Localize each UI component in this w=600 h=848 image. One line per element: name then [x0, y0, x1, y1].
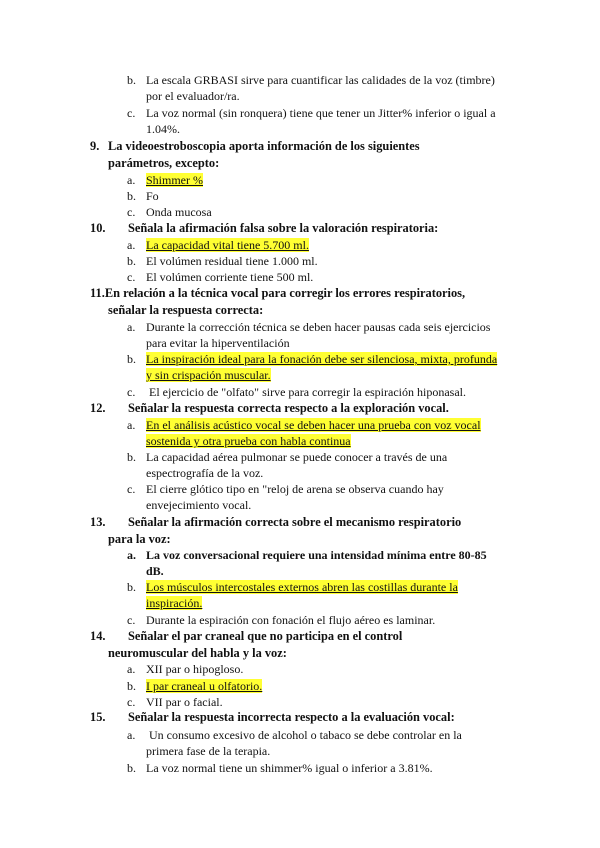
option-letter: a. — [127, 662, 136, 676]
option-letter: a. — [127, 173, 136, 187]
option-letter: c. — [127, 385, 136, 399]
question-number: 14. — [90, 629, 106, 643]
option-letter: c. — [127, 695, 136, 709]
option-letter: a. — [127, 548, 136, 562]
option-text-line: Durante la espiración con fonación el flujo aéreo es laminar. — [146, 613, 436, 627]
option-text-line: Durante la corrección técnica se deben hacer pausas cada seis ejercicios — [146, 320, 491, 334]
question-title-line: La videoestroboscopia aporta información de los siguientes — [108, 139, 420, 153]
option-text-line: El volúmen corriente tiene 500 ml. — [146, 270, 314, 284]
question-number: 13. — [90, 515, 106, 529]
question-13 — [90, 514, 461, 548]
option-text-line: inspiración. — [146, 596, 203, 610]
question-number: 10. — [90, 221, 106, 235]
option-text-line: VII par o facial. — [146, 695, 223, 709]
question-12 — [90, 400, 449, 417]
option-text-line: I par craneal u olfatorio. — [146, 679, 263, 693]
option-text-line: Fo — [146, 189, 159, 203]
question-number: 12. — [90, 401, 106, 415]
option-text-line: La capacidad aérea pulmonar se puede conocer a través de una — [146, 450, 448, 464]
option-text-line: La inspiración ideal para la fonación debe ser silenciosa, mixta, profunda — [146, 352, 498, 366]
question-title-line: Señala la afirmación falsa sobre la valoración respiratoria: — [128, 221, 439, 235]
option-letter: c. — [127, 270, 136, 284]
question-number: 11. — [90, 286, 105, 300]
option-text-line: El volúmen residual tiene 1.000 ml. — [146, 254, 318, 268]
option-letter: b. — [127, 679, 136, 693]
question-15 — [90, 709, 455, 726]
question-title-line: Señalar el par craneal que no participa en el control — [128, 629, 403, 643]
question-title-line: para la voz: — [108, 532, 171, 546]
option-letter: b. — [127, 580, 136, 594]
option-text-line: por el evaluador/ra. — [146, 89, 240, 103]
option-letter: b. — [127, 73, 136, 87]
option-text-line: Shimmer % — [146, 173, 203, 187]
option-text-line: XII par o hipogloso. — [146, 662, 244, 676]
option-text-line: envejecimiento vocal. — [146, 498, 252, 512]
option-text-line: dB. — [146, 564, 164, 578]
option-letter: b. — [127, 450, 136, 464]
option-text-line: Un consumo excesivo de alcohol o tabaco se debe controlar en la — [146, 728, 462, 742]
option-text-line: La voz normal (sin ronquera) tiene que tener un Jitter% inferior o igual a — [146, 106, 496, 120]
option-text-line: Onda mucosa — [146, 205, 212, 219]
question-14 — [90, 628, 402, 662]
option-letter: c. — [127, 205, 136, 219]
option-text-line: La voz conversacional requiere una intensidad mínima entre 80-85 — [146, 548, 487, 562]
option-text-line: La voz normal tiene un shimmer% igual o inferior a 3.81%. — [146, 761, 433, 775]
option-text-line: primera fase de la terapia. — [146, 744, 271, 758]
option-text-line: espectrografía de la voz. — [146, 466, 264, 480]
question-title-line: Señalar la respuesta correcta respecto a la exploración vocal. — [128, 401, 449, 415]
option-text-line: El cierre glótico tipo en "reloj de arena se observa cuando hay — [146, 482, 444, 496]
option-letter: a. — [127, 728, 136, 742]
question-number: 9. — [90, 139, 100, 153]
option-text-line: La capacidad vital tiene 5.700 ml. — [146, 238, 309, 252]
option-text-line: para evitar la hiperventilación — [146, 336, 290, 350]
option-text-line: 1.04%. — [146, 122, 180, 136]
question-title-line: señalar la respuesta correcta: — [108, 303, 264, 317]
question-9 — [90, 138, 420, 172]
option-text-line: Los músculos intercostales externos abren las costillas durante la — [146, 580, 458, 594]
option-letter: a. — [127, 320, 136, 334]
option-text-line: En el análisis acústico vocal se deben hacer una prueba con voz vocal — [146, 418, 481, 432]
question-number: 15. — [90, 710, 106, 724]
option-text-line: La escala GRBASI sirve para cuantificar las calidades de la voz (timbre) — [146, 73, 495, 87]
question-title-line: En relación a la técnica vocal para corregir los errores respiratorios, — [104, 286, 466, 300]
option-letter: b. — [127, 352, 136, 366]
option-text-line: y sin crispación muscular. — [146, 368, 271, 382]
option-letter: b. — [127, 189, 136, 203]
question-title-line: Señalar la afirmación correcta sobre el mecanismo respiratorio — [128, 515, 462, 529]
question-title-line: Señalar la respuesta incorrecta respecto a la evaluación vocal: — [128, 710, 455, 724]
option-letter: a. — [127, 418, 136, 432]
question-title-line: parámetros, excepto: — [108, 156, 220, 170]
option-letter: c. — [127, 613, 136, 627]
option-letter: b. — [127, 254, 136, 268]
option-letter: c. — [127, 106, 136, 120]
option-letter: a. — [127, 238, 136, 252]
question-11 — [90, 285, 465, 319]
option-letter: b. — [127, 761, 136, 775]
question-title-line: neuromuscular del habla y la voz: — [108, 646, 287, 660]
option-letter: c. — [127, 482, 136, 496]
question-10 — [90, 220, 438, 237]
option-text-line: El ejercicio de "olfato" sirve para corregir la espiración hiponasal. — [146, 385, 466, 399]
option-text-line: sostenida y otra prueba con habla continua — [146, 434, 351, 448]
